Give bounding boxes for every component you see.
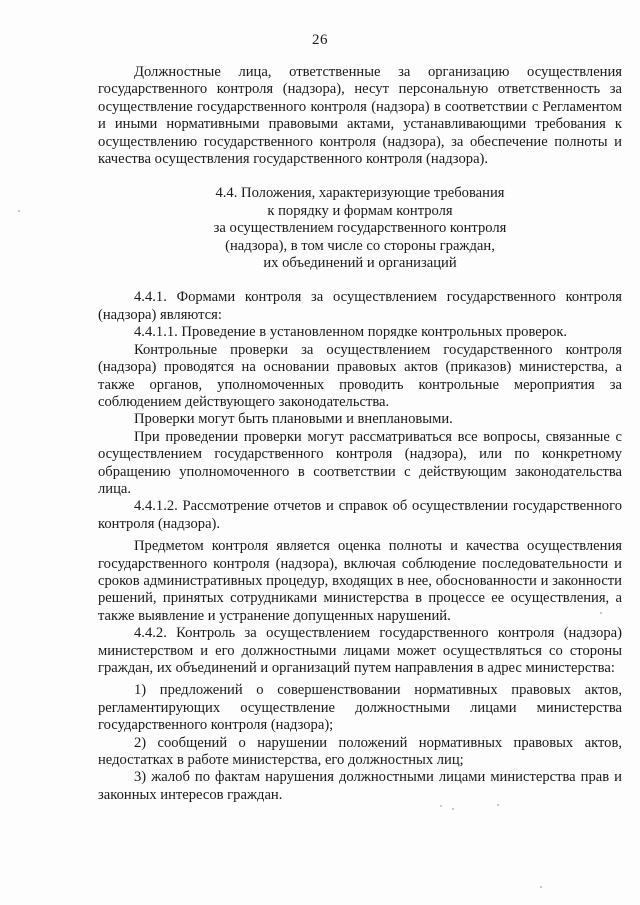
paragraph-during-check: При проведении проверки могут рассматриваться все вопросы, связанные с осуществлением государственного контроля (надзора), или по конкретному обращению уполномоченного в соответствии с действующим законодательства лица. [98,428,622,497]
list-item-proposals: 1) предложений о совершенствовании нормативных правовых актов, регламентирующих осуществление должностными лицами министерства государственного контроля (надзора); [98,682,622,734]
scan-speck [540,886,542,888]
section-heading-line: к порядку и формам контроля [267,202,453,219]
scan-speck [18,210,20,212]
section-heading-line: за осуществлением государственного контроля [213,220,507,237]
paragraph-4-4-1: 4.4.1. Формами контроля за осуществлением государственного контроля (надзора) являются: [98,289,622,323]
section-heading-4-4 [98,185,622,272]
paragraph-responsibility: Должностные лица, ответственные за организацию осуществления государственного контроля (надзора), несут персональную ответственность за осуществление государственного контроля (надзора) в соответствии с Регламентом и иными нормативными правовыми актами, устанавливающими требования к осуществлению государственного контроля (надзора), за обеспечение полноты и качества осуществления государственного контроля (надзора). [98,64,622,168]
paragraph-4-4-2: 4.4.2. Контроль за осуществлением государственного контроля (надзора) министерством и его должностными лицами может осуществляться со стороны граждан, их объединений и организаций путем направления в адрес министерства: [98,625,622,676]
section-heading-line: 4.4. Положения, характеризующие требования [215,185,505,202]
paragraph-control-checks: Контрольные проверки за осуществлением государственного контроля (надзора) проводятся на основании правовых актов (приказов) министерства, а также органов, уполномоченных проводить контрольные мероприятия за соблюдением действующего законодательства. [98,341,622,410]
scan-speck [600,612,602,614]
list-item-complaints: 3) жалоб по фактам нарушения должностными лицами министерства прав и законных интересов граждан. [98,769,622,803]
scan-speck [452,808,454,810]
paragraph-4-4-1-2: 4.4.1.2. Рассмотрение отчетов и справок об осуществлении государственного контроля (надзора). [98,498,622,532]
section-heading-line: (надзора), в том числе со стороны граждан, [225,237,495,254]
paragraph-control-subject: Предметом контроля является оценка полноты и качества осуществления государственного контроля (надзора), включая соблюдение последовательности и сроков административных процедур, входящих в нее, обоснованности и законности решений, принятых сотрудниками министерства в процессе ее осуществления, а также выявление и устранение допущенных нарушений. [98,538,622,624]
scan-speck [497,804,499,806]
paragraph-4-4-1-1: 4.4.1.1. Проведение в установленном порядке контрольных проверок. [134,324,568,341]
list-item-reports: 2) сообщений о нарушении положений нормативных правовых актов, недостатках в работе министерства, его должностных лиц; [98,734,622,769]
paragraph-check-types: Проверки могут быть плановыми и внеплановыми. [134,411,453,428]
page-content [98,64,622,804]
page-number: 26 [312,32,328,48]
section-heading-line: их объединений и организаций [263,255,457,272]
scan-speck [440,805,442,807]
